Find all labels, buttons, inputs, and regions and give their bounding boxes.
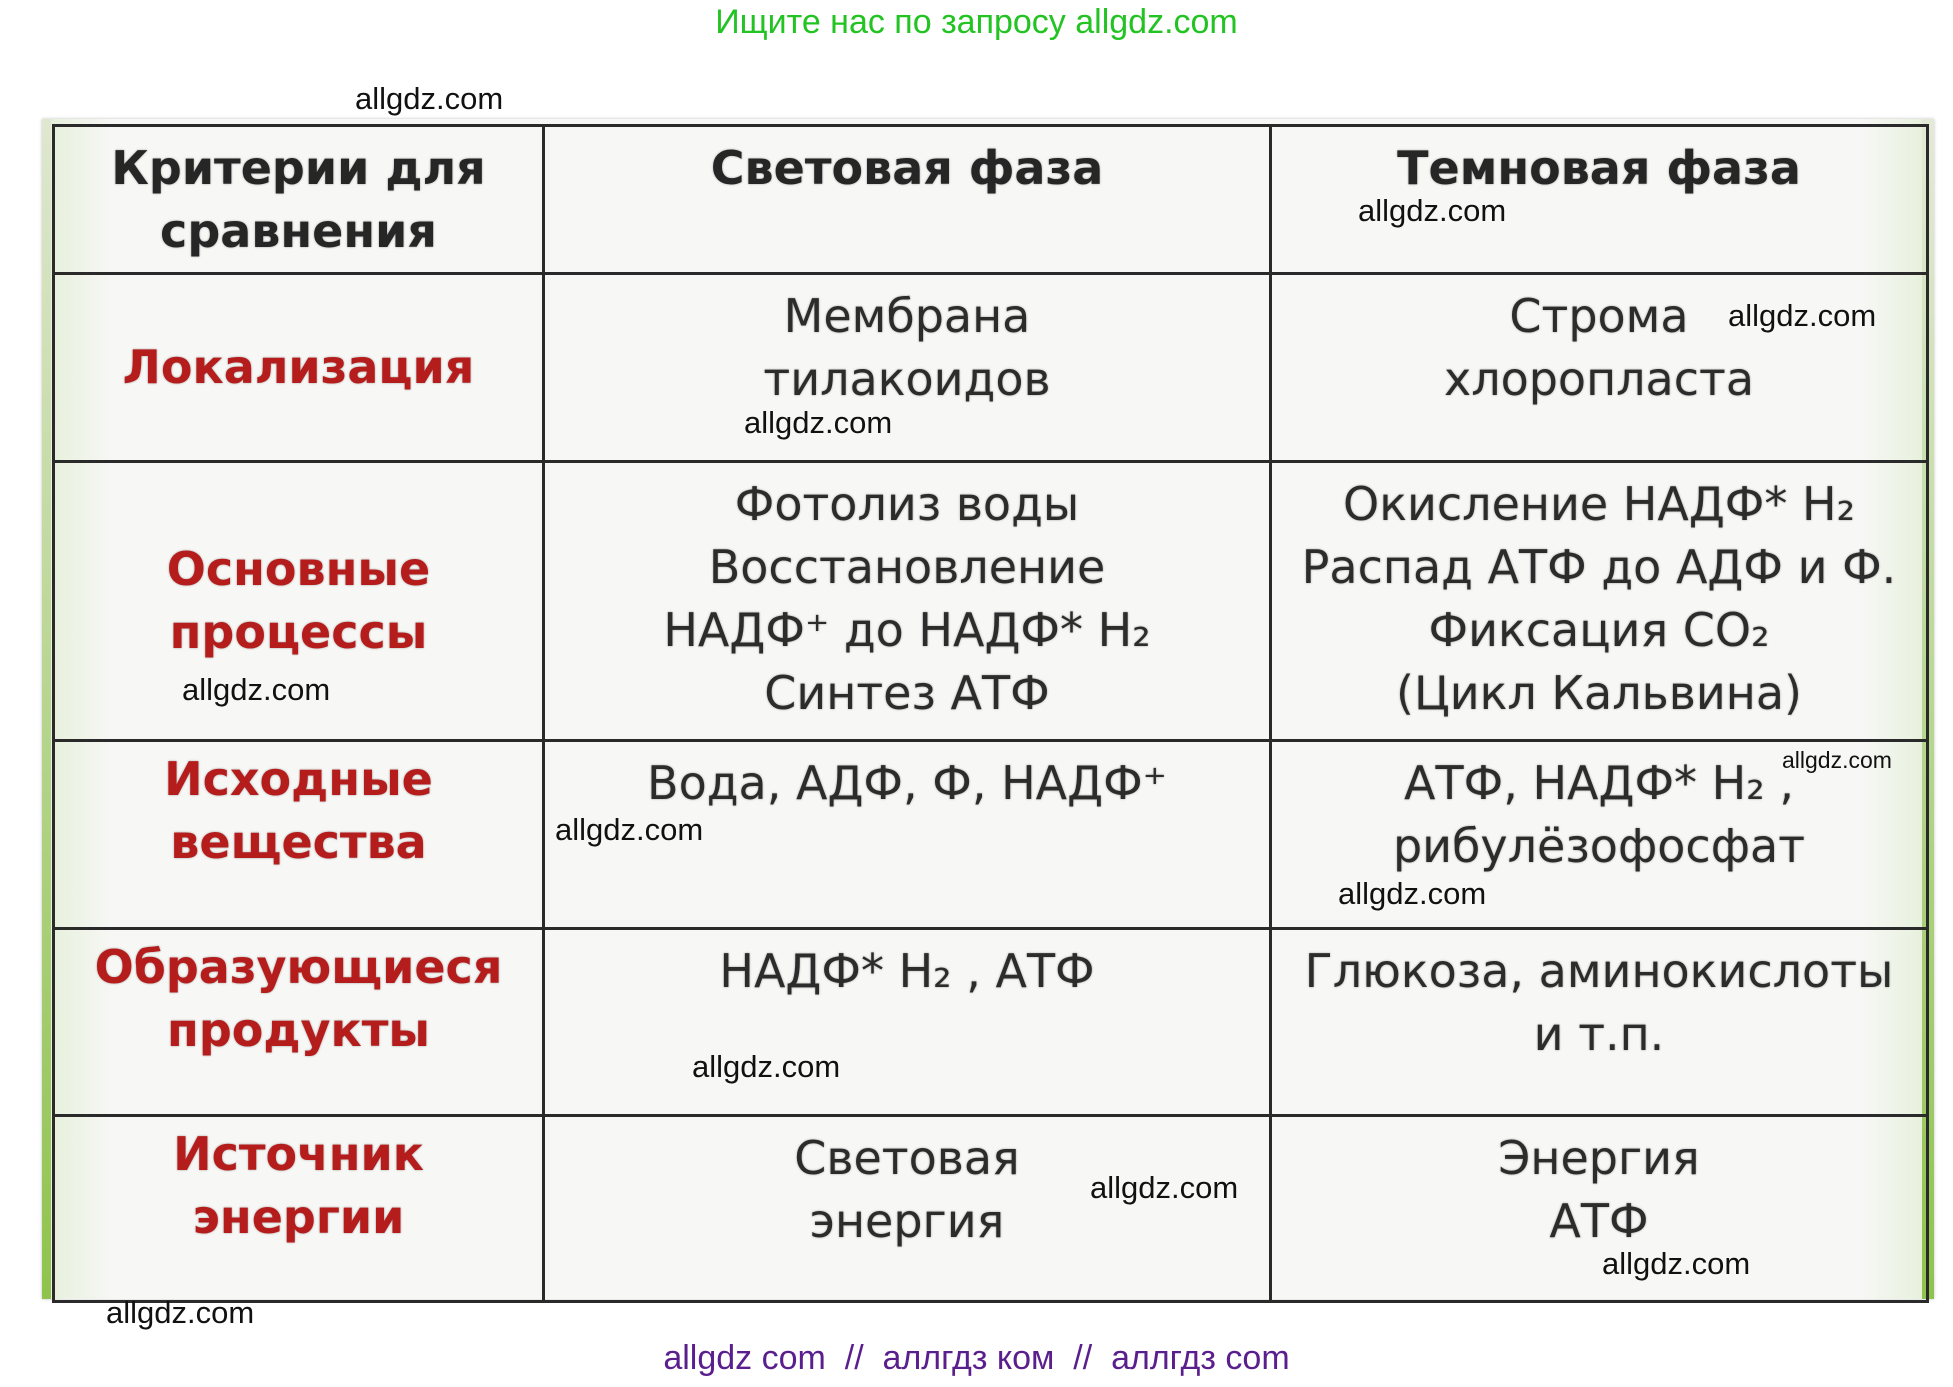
cell-text-line: вещества bbox=[170, 815, 427, 869]
cell-text-line: Синтез АТФ bbox=[764, 666, 1050, 720]
header-light-phase bbox=[544, 126, 1271, 274]
cell-text-line: энергии bbox=[192, 1190, 405, 1244]
watermark: allgdz.com bbox=[106, 1295, 255, 1330]
cell-text-line: тилакоидов bbox=[763, 352, 1051, 406]
cell-text-line: Локализация bbox=[122, 340, 475, 394]
watermark: allgdz.com bbox=[182, 672, 331, 707]
table-row-products bbox=[54, 929, 1928, 1116]
light-phase-cell bbox=[544, 1116, 1271, 1302]
table-row-localization bbox=[54, 274, 1928, 462]
cell-text-line: продукты bbox=[167, 1003, 430, 1057]
table-header-row bbox=[54, 126, 1928, 274]
cell-text-line: Темновая фаза bbox=[1397, 141, 1801, 195]
dark-phase-cell bbox=[1271, 1116, 1928, 1302]
cell-text-line: Распад АТФ до АДФ и Ф. bbox=[1301, 540, 1897, 594]
cell-text-line: сравнения bbox=[160, 204, 437, 258]
cell-text-line: рибулёзофосфат bbox=[1392, 819, 1806, 873]
cell-text-line: Восстановление bbox=[708, 540, 1106, 594]
watermark: allgdz.com bbox=[1782, 747, 1892, 773]
dark-phase-cell bbox=[1271, 929, 1928, 1116]
cell-text-line: Глюкоза, аминокислоты bbox=[1304, 944, 1894, 998]
cell-text-line: Основные bbox=[166, 542, 431, 596]
watermark: allgdz.com bbox=[355, 81, 504, 116]
watermark: allgdz.com bbox=[555, 812, 704, 847]
cell-text-line: НАДФ* Н₂ , АТФ bbox=[719, 944, 1095, 998]
dark-phase-cell bbox=[1271, 462, 1928, 741]
cell-text-line: процессы bbox=[169, 605, 428, 659]
cell-text-line: АТФ bbox=[1549, 1194, 1649, 1248]
cell-text-line: Источник bbox=[173, 1127, 424, 1181]
cell-text-line: Вода, АДФ, Ф, НАДФ⁺ bbox=[647, 756, 1167, 810]
cell-text-line: (Цикл Кальвина) bbox=[1396, 666, 1802, 720]
cell-text-line: Мембрана bbox=[783, 289, 1031, 343]
watermark: allgdz.com bbox=[1338, 876, 1487, 911]
cell-text-line: АТФ, НАДФ* Н₂ , bbox=[1404, 756, 1794, 810]
cell-text-line: Исходные bbox=[164, 752, 433, 806]
bottom-banner: allgdz com // аллгдз ком // аллгдз com bbox=[663, 1339, 1290, 1377]
cell-text-line: Фиксация СО₂ bbox=[1428, 603, 1770, 657]
criterion-cell bbox=[54, 929, 544, 1116]
cell-text-line: Окисление НАДФ* Н₂ bbox=[1342, 477, 1856, 531]
watermark: allgdz.com bbox=[1358, 193, 1507, 228]
light-phase-cell bbox=[544, 274, 1271, 462]
light-phase-cell bbox=[544, 929, 1271, 1116]
header-criteria bbox=[54, 126, 544, 274]
light-phase-cell bbox=[544, 462, 1271, 741]
cell-text-line: энергия bbox=[809, 1194, 1005, 1248]
cell-text-line: Энергия bbox=[1498, 1131, 1700, 1185]
cell-text-line: Фотолиз воды bbox=[734, 477, 1080, 531]
cell-text-line: и т.п. bbox=[1533, 1007, 1665, 1061]
criterion-cell bbox=[54, 274, 544, 462]
criterion-cell bbox=[54, 741, 544, 929]
criterion-cell bbox=[54, 1116, 544, 1302]
table-row-processes bbox=[54, 462, 1928, 741]
comparison-table bbox=[52, 124, 1929, 1303]
cell-text-line: хлоропласта bbox=[1443, 352, 1755, 406]
cell-text-line: Световая фаза bbox=[710, 141, 1104, 195]
cell-text-line: Образующиеся bbox=[94, 940, 503, 994]
top-banner: Ищите нас по запросу allgdz.com bbox=[715, 3, 1238, 41]
cell-text-line: НАДФ⁺ до НАДФ* Н₂ bbox=[663, 603, 1151, 657]
watermark: allgdz.com bbox=[692, 1049, 841, 1084]
watermark: allgdz.com bbox=[744, 405, 893, 440]
cell-text-line: Критерии для bbox=[111, 141, 486, 195]
table-row-reactants bbox=[54, 741, 1928, 929]
cell-text-line: Строма bbox=[1509, 289, 1689, 343]
watermark: allgdz.com bbox=[1090, 1170, 1239, 1205]
watermark: allgdz.com bbox=[1602, 1246, 1751, 1281]
cell-text-line: Световая bbox=[794, 1131, 1020, 1185]
watermark: allgdz.com bbox=[1728, 298, 1877, 333]
